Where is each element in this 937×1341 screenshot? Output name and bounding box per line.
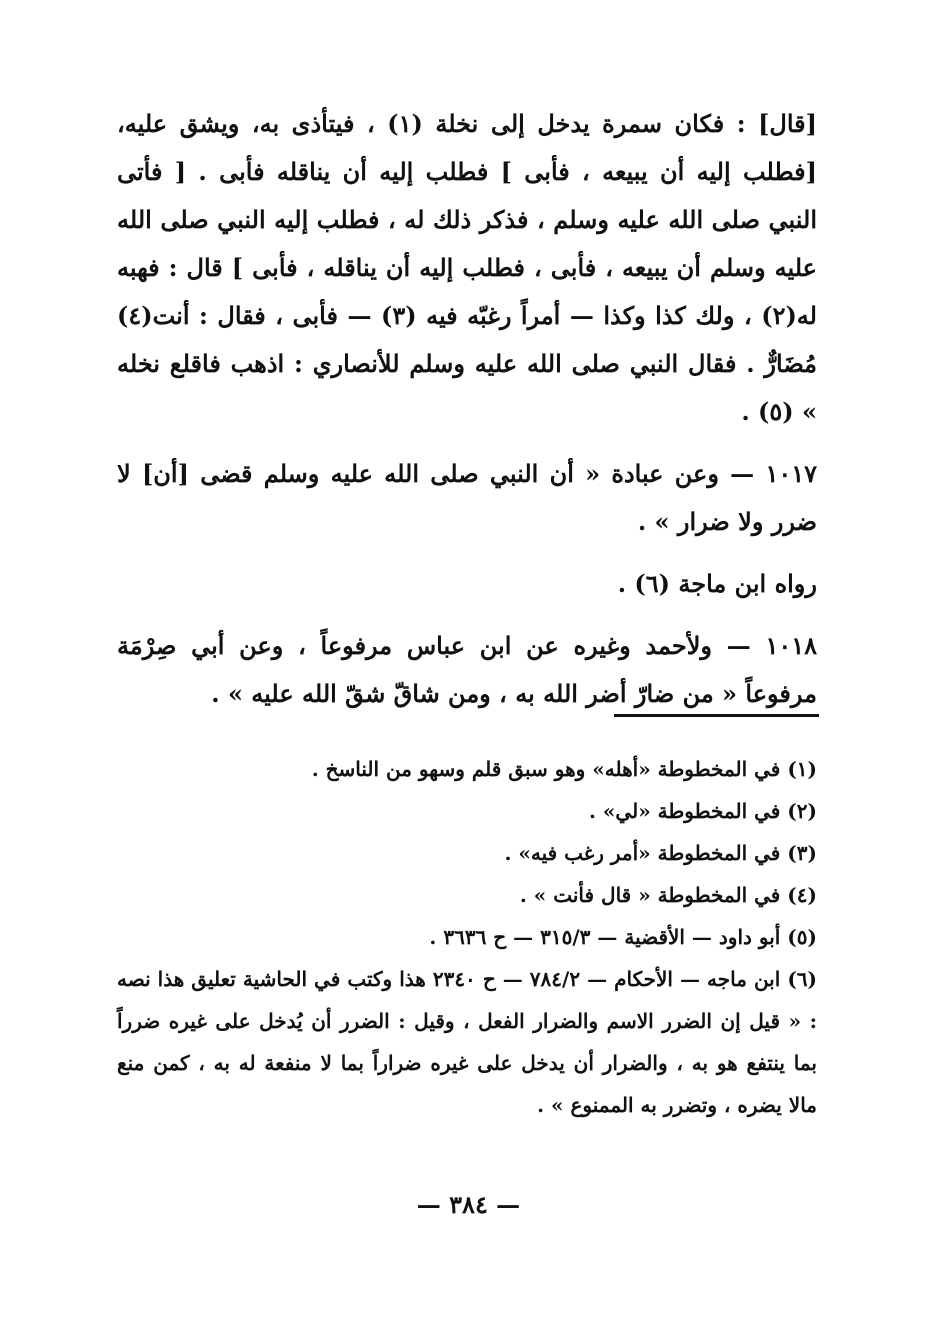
paragraph-hadith-1017: ١٠١٧ — وعن عبادة « أن النبي صلى الله عليه وسلم قضى [أن] لا ضرر ولا ضرار » . — [117, 459, 817, 536]
paragraph-hadith-1018: ١٠١٨ — ولأحمد وغيره عن ابن عباس مرفوعاً ، وعن أبي صِرْمَة مرفوعاً « من ضارّ أضر الله به ، ومن شاقّ شقّ الله عليه » . — [117, 631, 817, 708]
footnote-6: (٦) ابن ماجه — الأحكام — ٧٨٤/٢ — ح ٢٣٤٠ هذا وكتب في الحاشية تعليق هذا نصه : « قيل إن الضرر الاسم والضرار الفعل ، وقيل : الضرر أن يُدخل على غيره ضرراً بما ينتفع هو به ، والضرار أن يدخل على غيره ضراراً بما لا منفعة له به ، كمن منع مالا يضره ، وتضرر به الممنوع » . — [117, 967, 817, 1117]
footnote-3: (٣) في المخطوطة «أمر رغب فيه» . — [504, 841, 817, 865]
footnote-4: (٤) في المخطوطة « قال فأنت » . — [519, 883, 817, 907]
footnote-2: (٢) في المخطوطة «لي» . — [589, 799, 817, 823]
main-text — [117, 100, 817, 732]
footnote-5: (٥) أبو داود — الأقضية — ٣١٥/٣ — ح ٣٦٣٦ . — [429, 925, 817, 949]
footnotes — [117, 748, 817, 1126]
footnote-1: (١) في المخطوطة «أهله» وهو سبق قلم وسهو من الناسخ . — [311, 757, 817, 781]
page-number: — ٣٨٤ — — [416, 1190, 521, 1219]
paragraph-reference: رواه ابن ماجة (٦) . — [617, 569, 817, 598]
paragraph-hadith-story: [قال] : فكان سمرة يدخل إلى نخلة (١) ، فيتأذى به، ويشق عليه، [فطلب إليه أن يبيعه ، فأبى ] فطلب إليه أن يناقله فأبى . [ فأتى النبي صلى الله عليه وسلم ، فذكر ذلك له ، فطلب إليه النبي صلى الله عليه وسلم أن يبيعه ، فأبى ، فطلب إليه أن يناقله ، فأبى ] قال : فهبه له(٢) ، ولك كذا وكذا — أمراً رغبّه فيه (٣) — فأبى ، فقال : أنت(٤) مُضَارٌّ . فقال النبي صلى الله عليه وسلم للأنصاري : اذهب فاقلع نخله » (٥) . — [117, 109, 818, 426]
footnote-divider — [614, 714, 819, 717]
